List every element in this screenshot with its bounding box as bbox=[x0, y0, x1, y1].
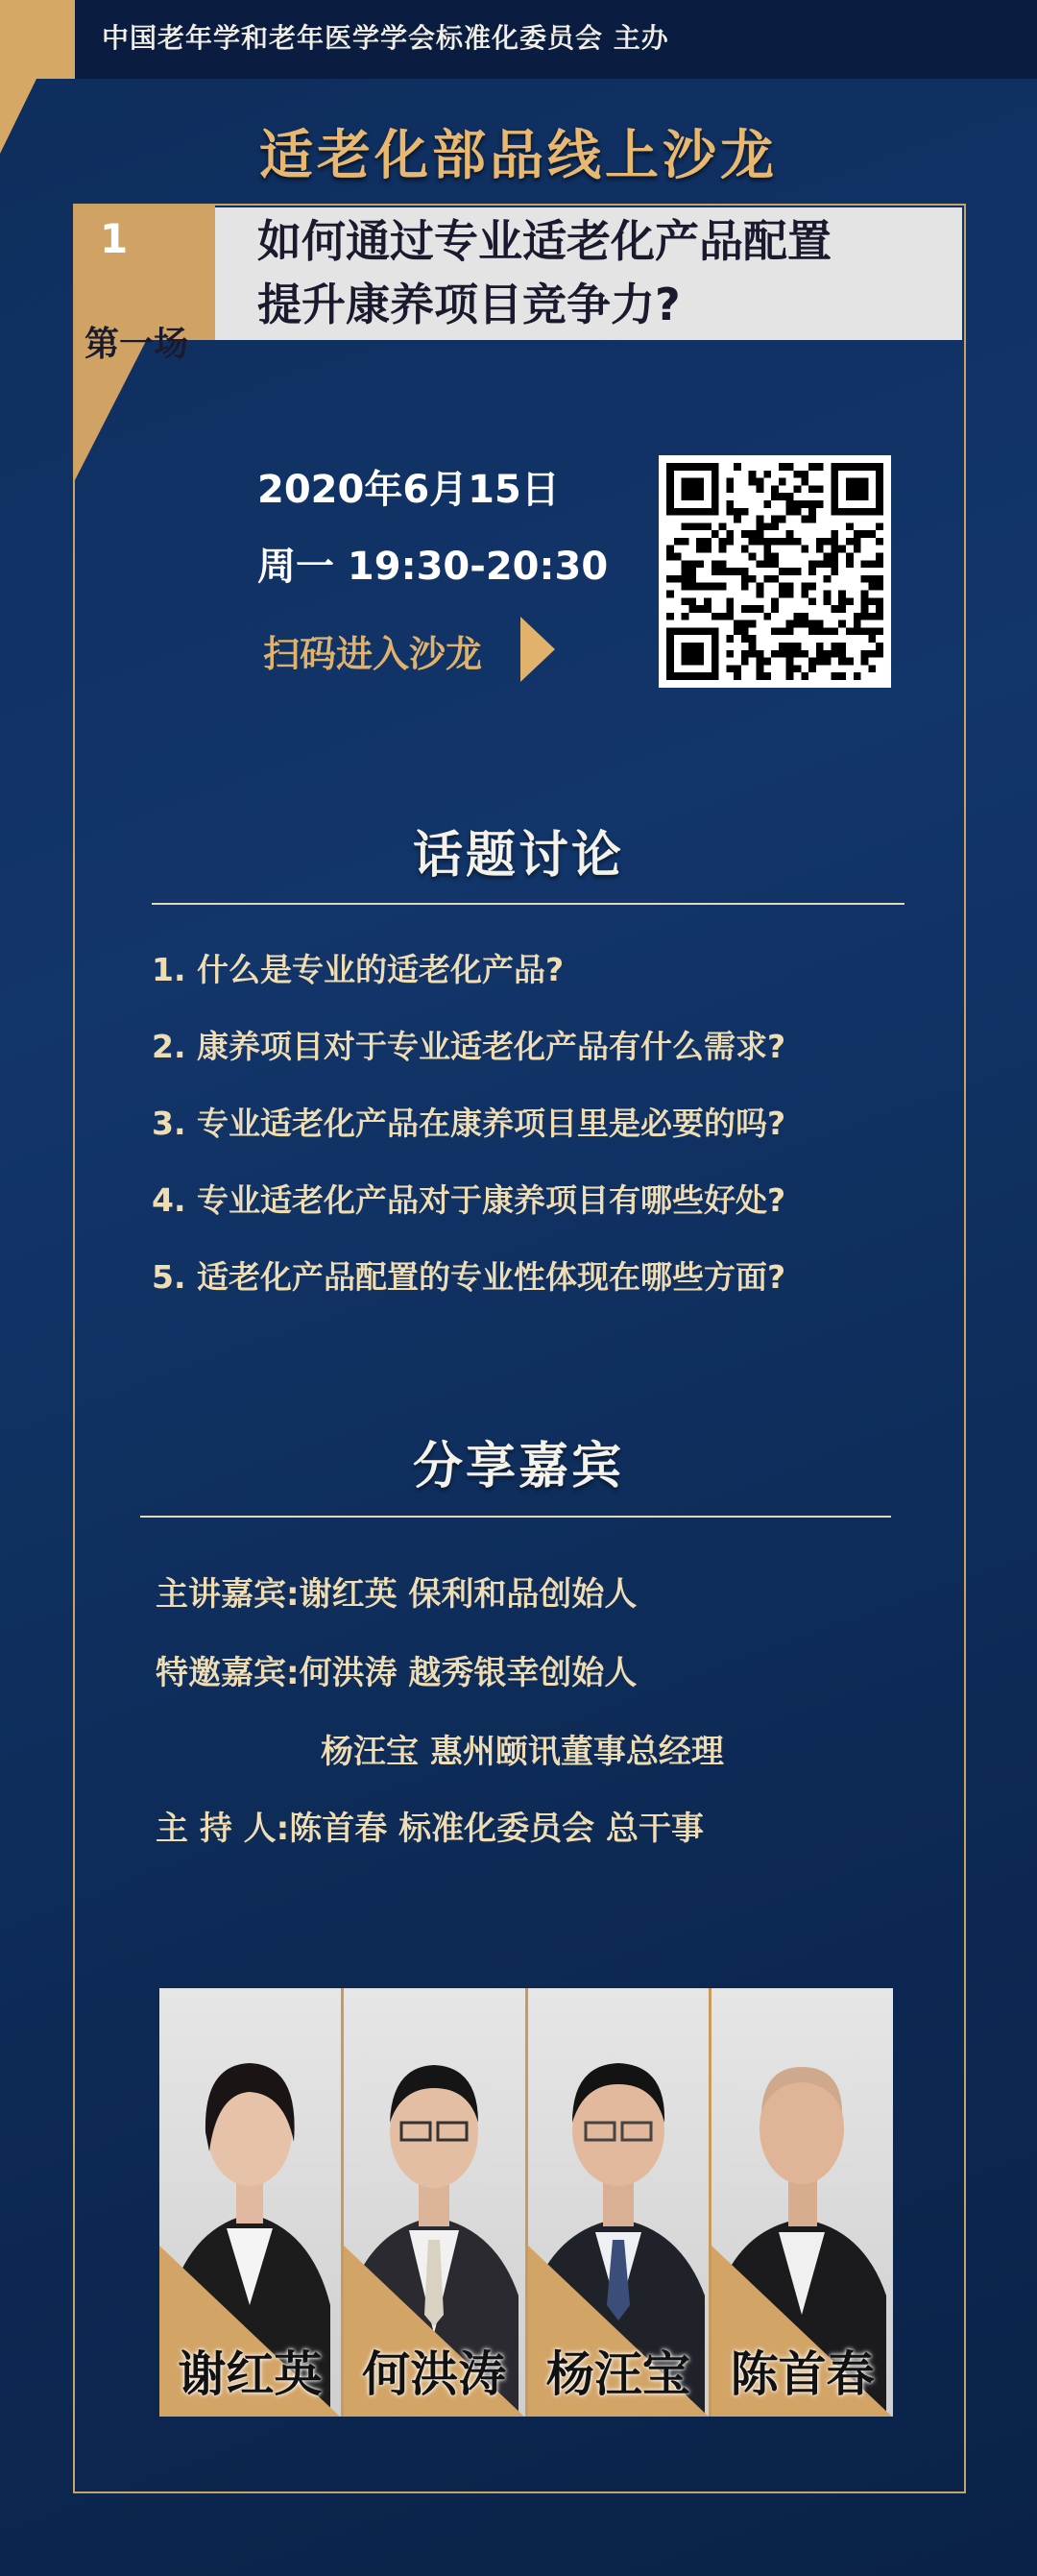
speaker-photos bbox=[159, 1988, 893, 2417]
topics-divider bbox=[152, 903, 904, 905]
scan-to-join-link[interactable]: 扫码进入沙龙 bbox=[263, 633, 483, 675]
guest-invited: 特邀嘉宾:何洪涛 越秀银幸创始人 bbox=[156, 1654, 638, 1692]
session-title bbox=[257, 209, 958, 336]
session-title-line2: 提升康养项目竞争力? bbox=[257, 279, 681, 330]
guest-keynote: 主讲嘉宾:谢红英 保利和品创始人 bbox=[156, 1575, 638, 1614]
speaker-name: 何洪涛 bbox=[362, 2346, 507, 2402]
guests-heading: 分享嘉宾 bbox=[412, 1438, 624, 1495]
arrow-right-icon[interactable] bbox=[520, 617, 555, 682]
session-number: 1 bbox=[100, 215, 129, 262]
speaker-photo bbox=[528, 1988, 712, 2417]
qr-code-image bbox=[666, 463, 883, 680]
topic-item: 2. 康养项目对于专业适老化产品有什么需求? bbox=[152, 1028, 786, 1065]
topic-item: 3. 专业适老化产品在康养项目里是必要的吗? bbox=[152, 1105, 786, 1142]
speaker-photo bbox=[344, 1988, 528, 2417]
event-date: 2020年6月15日 bbox=[257, 468, 560, 512]
speaker-name: 陈首春 bbox=[730, 2346, 875, 2402]
speaker-photo bbox=[711, 1988, 893, 2417]
speaker-photo bbox=[159, 1988, 344, 2417]
session-label: 第一场 bbox=[84, 325, 189, 364]
organizer-text: 中国老年学和老年医学学会标准化委员会 主办 bbox=[102, 22, 669, 54]
topic-item: 4. 专业适老化产品对于康养项目有哪些好处? bbox=[152, 1181, 786, 1219]
topics-heading: 话题讨论 bbox=[412, 827, 624, 885]
topic-item: 5. 适老化产品配置的专业性体现在哪些方面? bbox=[152, 1258, 786, 1296]
guests-divider bbox=[140, 1516, 891, 1518]
speaker-name: 谢红英 bbox=[178, 2346, 323, 2402]
speaker-name: 杨汪宝 bbox=[545, 2346, 690, 2402]
page-title: 适老化部品线上沙龙 bbox=[259, 125, 778, 187]
event-time: 周一 19:30-20:30 bbox=[257, 545, 609, 589]
qr-code[interactable] bbox=[659, 455, 891, 688]
session-title-line1: 如何通过专业适老化产品配置 bbox=[257, 215, 832, 267]
topic-item: 1. 什么是专业的适老化产品? bbox=[152, 951, 565, 988]
guest-host: 主 持 人:陈首春 标准化委员会 总干事 bbox=[156, 1810, 704, 1848]
guest-invited-2: 杨汪宝 惠州颐讯董事总经理 bbox=[321, 1733, 724, 1771]
